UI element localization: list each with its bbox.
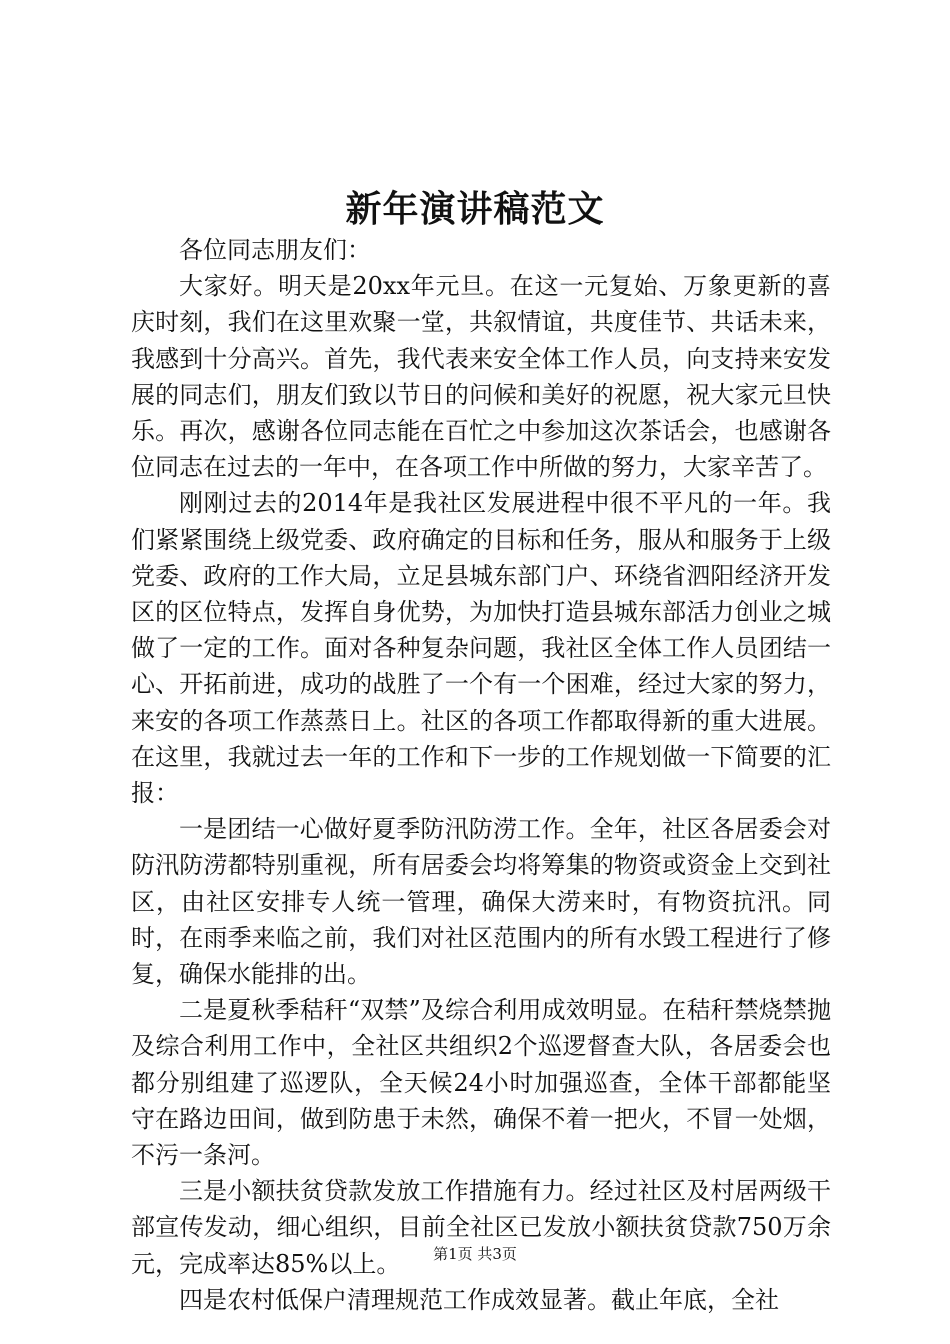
document-body [131, 232, 831, 1318]
body-paragraph: 大家好。明天是20xx年元旦。在这一元复始、万象更新的喜庆时刻，我们在这里欢聚一堂，共叙情谊，共度佳节、共话未来，我感到十分高兴。首先，我代表来安全体工作人员，向支持来安发展的同志们，朋友们致以节日的问候和美好的祝愿，祝大家元旦快乐。再次，感谢各位同志能在百忙之中参加这次茶话会，也感谢各位同志在过去的一年中，在各项工作中所做的努力，大家辛苦了。 [131, 272, 831, 482]
body-paragraph: 四是农村低保户清理规范工作成效显著。截止年底，全社 [179, 1285, 779, 1314]
body-paragraph: 一是团结一心做好夏季防汛防涝工作。全年，社区各居委会对防汛防涝都特别重视，所有居委会均将筹集的物资或资金上交到社区，由社区安排专人统一管理，确保大涝来时，有物资抗汛。同时，在雨季来临之前，我们对社区范围内的所有水毁工程进行了修复，确保水能排的出。 [131, 815, 831, 989]
page-title: 新年演讲稿范文 [345, 188, 605, 230]
body-paragraph: 刚刚过去的2014年是我社区发展进程中很不平凡的一年。我们紧紧围绕上级党委、政府确定的目标和任务，服从和服务于上级党委、政府的工作大局，立足县城东部门户、环绕省泗阳经济开发区的区位特点，发挥自身优势，为加快打造县城东部活力创业之城做了一定的工作。面对各种复杂问题，我社区全体工作人员团结一心、开拓前进，成功的战胜了一个有一个困难，经过大家的努力，来安的各项工作蒸蒸日上。社区的各项工作都取得新的重大进展。在这里，我就过去一年的工作和下一步的工作规划做一下简要的汇报： [131, 489, 831, 808]
body-paragraph: 三是小额扶贫贷款发放工作措施有力。经过社区及村居两级干部宣传发动，细心组织，目前全社区已发放小额扶贫贷款750万余元，完成率达85%以上。 [131, 1177, 831, 1278]
page-number-footer: 第1页 共3页 [433, 1245, 517, 1263]
body-paragraph: 二是夏秋季秸秆“双禁”及综合利用成效明显。在秸秆禁烧禁抛及综合利用工作中，全社区共组织2个巡逻督查大队，各居委会也都分别组建了巡逻队，全天候24小时加强巡查，全体干部都能坚守在路边田间，做到防患于未然，确保不着一把火，不冒一处烟，不污一条河。 [131, 996, 831, 1170]
salutation-paragraph: 各位同志朋友们： [179, 236, 371, 264]
